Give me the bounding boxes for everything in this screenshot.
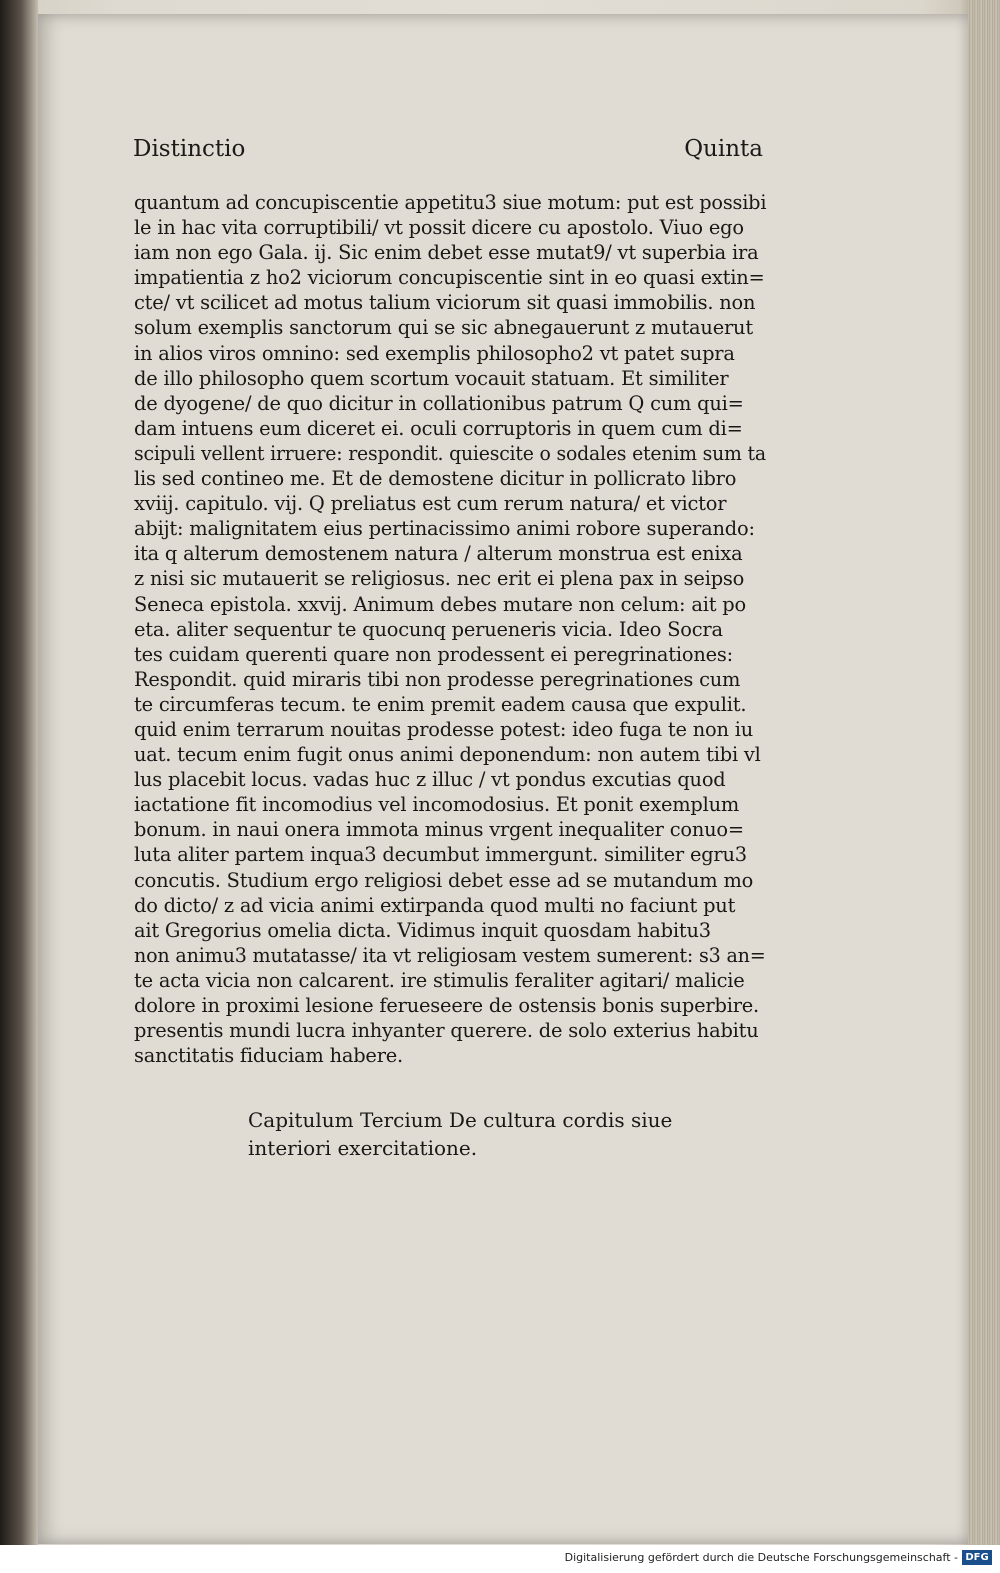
main-text-block xyxy=(134,190,766,1068)
text-line: concutis. Studium ergo religiosi debet esse ad se mutandum mo xyxy=(134,868,754,892)
text-line: solum exemplis sanctorum qui se sic abnegauerunt z mutauerut xyxy=(134,316,753,340)
text-line: dolore in proximi lesione ferueseere de ostensis bonis superbire. xyxy=(134,994,760,1017)
text-line: Respondit. quid miraris tibi non prodesse peregrinationes cum xyxy=(134,667,741,691)
text-line: quid enim terrarum nouitas prodesse potest: ideo fuga te non iu xyxy=(134,717,754,741)
text-line: impatientia z ho2 viciorum concupiscentie sint in eo quasi extin= xyxy=(134,266,765,290)
running-head xyxy=(133,136,763,170)
text-line: uat. tecum enim fugit onus animi deponendum: non autem tibi vl xyxy=(134,743,761,767)
text-line: in alios viros omnino: sed exemplis philosopho2 vt patet supra xyxy=(134,341,735,365)
running-head-left: Distinctio xyxy=(133,136,246,162)
text-line: Seneca epistola. xxvij. Animum debes mutare non celum: ait po xyxy=(134,592,746,616)
text-line: cte/ vt scilicet ad motus talium viciorum sit quasi immobilis. non xyxy=(134,291,756,315)
text-line: sanctitatis fiduciam habere. xyxy=(134,1044,404,1068)
text-line: xviij. capitulo. vij. Q preliatus est cum rerum natura/ et victor xyxy=(134,492,727,516)
text-line: abijt: malignitatem eius pertinacissimo animi robore superando: xyxy=(134,517,755,541)
chapter-heading xyxy=(248,1106,728,1162)
text-line: te acta vicia non calcarent. ire stimulis feraliter agitari/ malicie xyxy=(134,968,745,992)
chapter-heading-line-2: interiori exercitatione. xyxy=(248,1136,478,1160)
text-line: le in hac vita corruptibili/ vt possit dicere cu apostolo. Viuo ego xyxy=(134,216,744,240)
text-line: quantum ad concupiscentie appetitu3 siue motum: put est possibi xyxy=(134,191,767,214)
running-head-right: Quinta xyxy=(684,136,763,162)
text-line: iam non ego Gala. ij. Sic enim debet esse mutat9/ vt superbia ira xyxy=(134,241,759,265)
chapter-heading-line-1: Capitulum Tercium De cultura cordis siue xyxy=(248,1108,673,1132)
text-line: presentis mundi lucra inhyanter querere. de solo exterius habitu xyxy=(134,1019,759,1043)
dfg-logo: DFG xyxy=(962,1550,992,1565)
text-line: lus placebit locus. vadas huc z illuc / vt pondus excutias quod xyxy=(134,768,726,792)
text-line: ita q alterum demostenem natura / alterum monstrua est enixa xyxy=(134,542,743,566)
footer-credit: Digitalisierung gefördert durch die Deutsche Forschungsgemeinschaft - xyxy=(564,1551,958,1564)
text-line: tes cuidam querenti quare non prodessent ei peregrinationes: xyxy=(134,642,733,666)
text-line: iactatione fit incomodius vel incomodosius. Et ponit exemplum xyxy=(134,793,740,817)
text-line: dam intuens eum diceret ei. oculi corruptoris in quem cum di= xyxy=(134,416,743,440)
text-line: de dyogene/ de quo dicitur in collationibus patrum Q cum qui= xyxy=(134,391,744,415)
book-fore-edge xyxy=(968,0,1000,1545)
text-line: eta. aliter sequentur te quocunq perueneris vicia. Ideo Socra xyxy=(134,617,723,641)
text-line: de illo philosopho quem scortum vocauit statuam. Et similiter xyxy=(134,366,729,390)
text-line: luta aliter partem inqua3 decumbut immergunt. similiter egru3 xyxy=(134,843,747,867)
text-line: z nisi sic mutauerit se religiosus. nec erit ei plena pax in seipso xyxy=(134,567,745,591)
book-page xyxy=(38,14,968,1544)
text-line: ait Gregorius omelia dicta. Vidimus inquit quosdam habitu3 xyxy=(134,918,711,942)
text-line: scipuli vellent irruere: respondit. quiescite o sodales etenim sum ta xyxy=(134,441,766,465)
text-line: do dicto/ z ad vicia animi extirpanda quod multi no faciunt put xyxy=(134,893,736,917)
text-line: non animu3 mutatasse/ ita vt religiosam vestem sumerent: s3 an= xyxy=(134,943,766,967)
adjacent-page-edge xyxy=(0,0,38,1545)
text-line: te circumferas tecum. te enim premit eadem causa que expulit. xyxy=(134,692,747,716)
text-line: lis sed contineo me. Et de demostene dicitur in pollicrato libro xyxy=(134,467,737,491)
text-line: bonum. in naui onera immota minus vrgent inequaliter conuo= xyxy=(134,818,744,842)
